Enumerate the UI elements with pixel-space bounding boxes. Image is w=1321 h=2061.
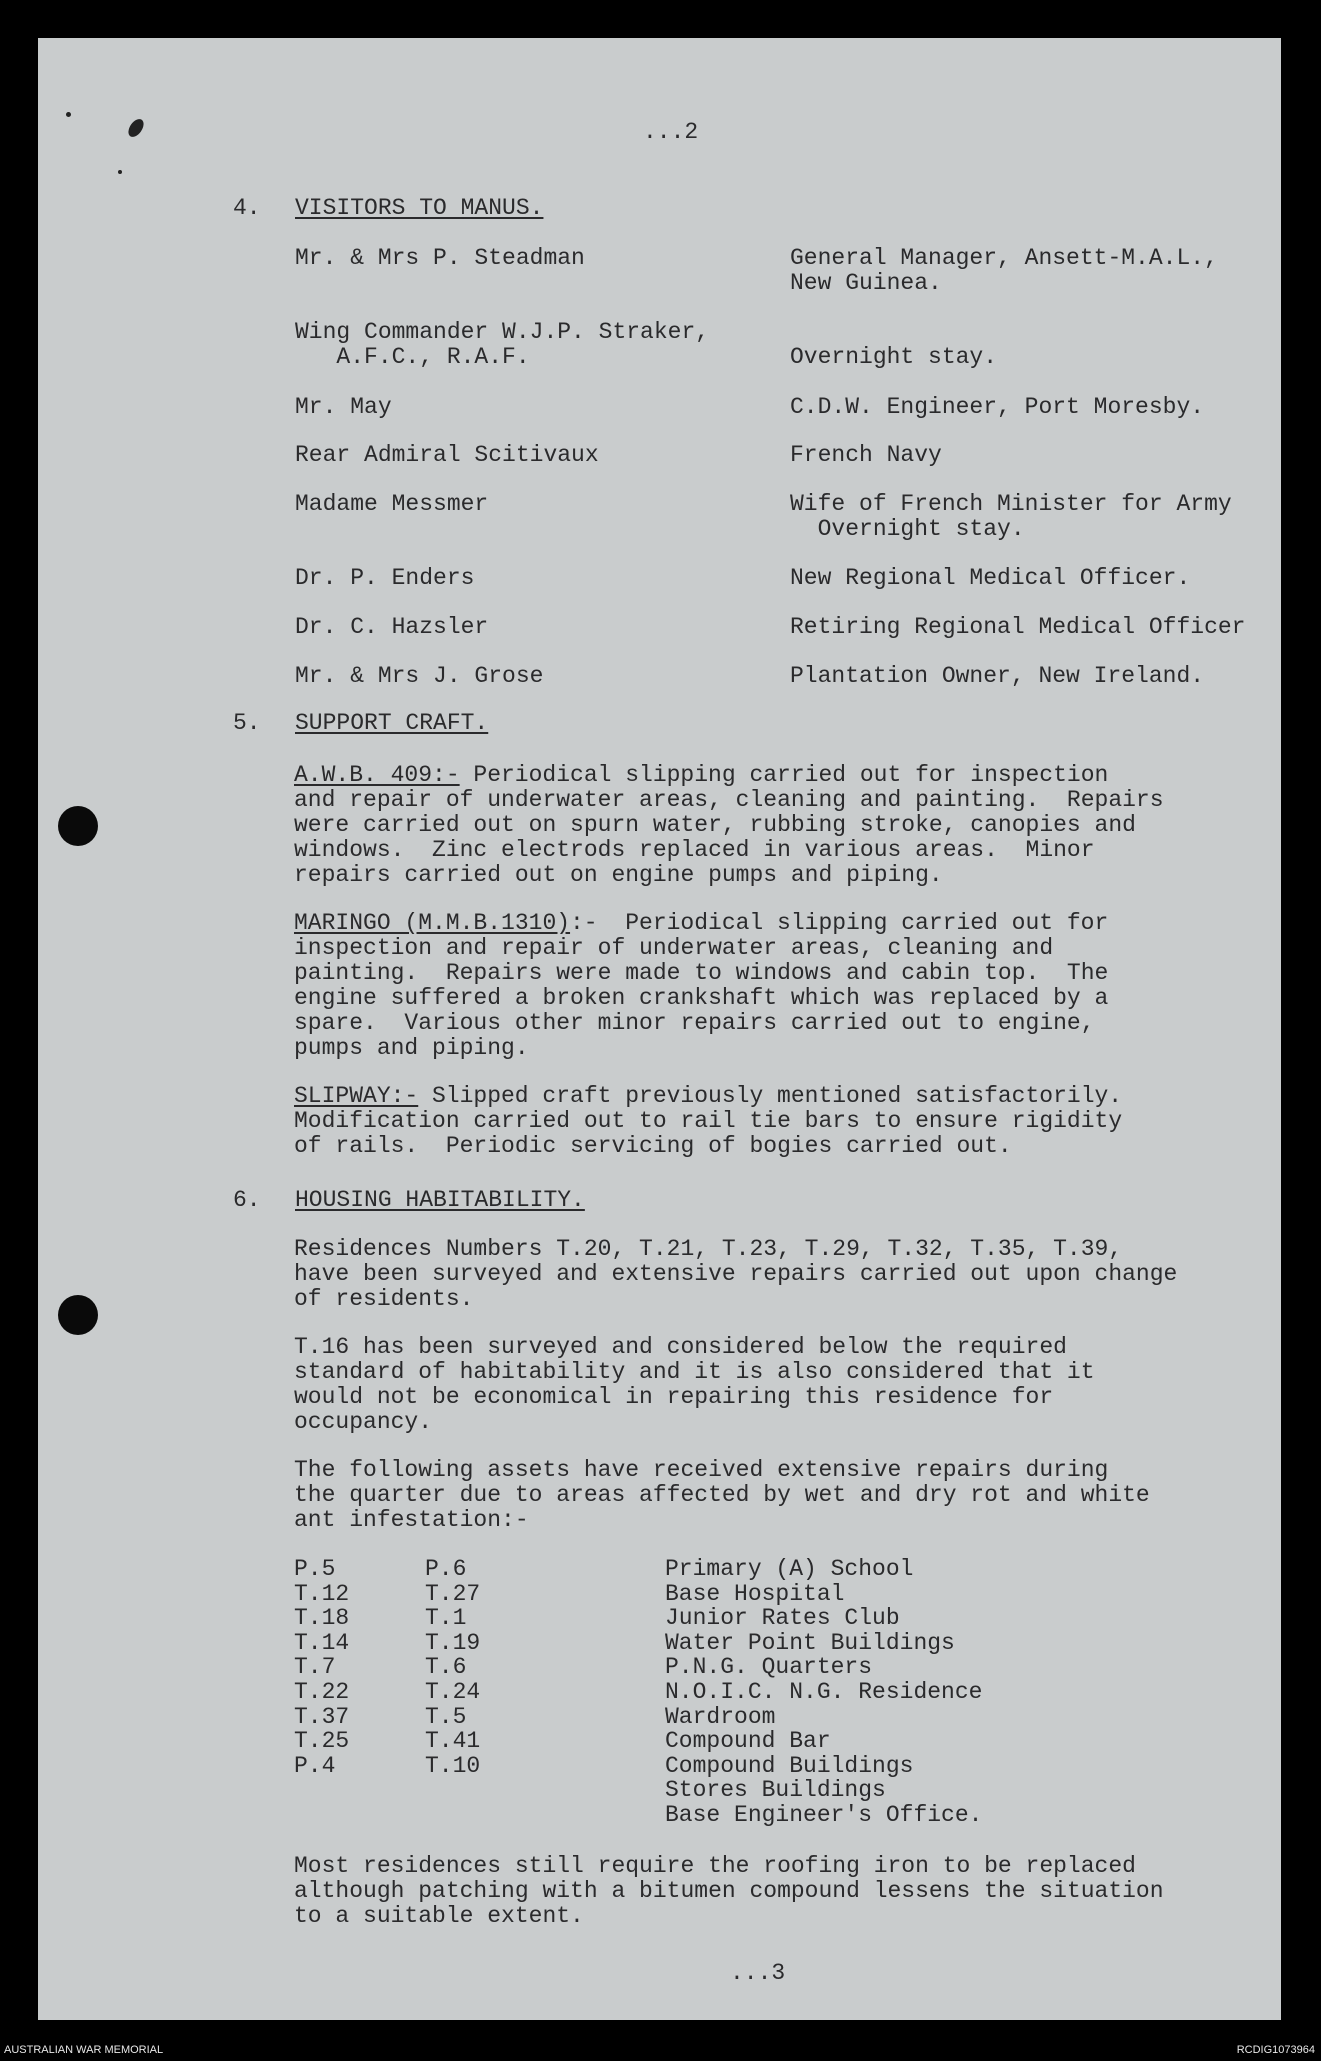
asset-code-col2: T.24 [425,1679,481,1705]
paragraph-line: Modification carried out to rail tie bars to ensure rigidity [294,1108,1123,1134]
asset-code-col1: T.12 [294,1580,350,1607]
paragraph-line: :- Periodical slipping carried out for [570,910,1109,936]
visitor-name: Mr. & Mrs J. Grose [295,663,544,689]
asset-code-col2: T.1 [425,1605,467,1632]
asset-code-col2: T.27 [425,1580,481,1607]
archive-id: RCDIG1073964 [1236,2044,1315,2056]
asset-code-col1: P.4 [294,1752,336,1779]
asset-code-col2: T.6 [425,1654,467,1681]
asset-code-col1: T.25 [294,1728,350,1755]
visitor-name: A.F.C., R.A.F. [295,344,530,370]
paragraph-line: standard of habitability and it is also considered that it [294,1359,1095,1385]
craft-label: MARINGO (M.M.B.1310) [294,910,571,936]
section-4-title: VISITORS TO MANUS. [295,195,544,221]
punch-hole-top [58,806,98,846]
asset-code-col1: T.22 [294,1679,350,1705]
visitor-name: Rear Admiral Scitivaux [295,442,599,468]
paragraph-line: Most residences still require the roofing iron to be replaced [294,1853,1136,1879]
section-5-number: 5. [233,710,261,736]
visitor-note: General Manager, Ansett-M.A.L., [790,245,1218,271]
visitor-note: Retiring Regional Medical Officer [790,614,1246,640]
paragraph-line: windows. Zinc electrods replaced in various areas. Minor [294,837,1095,863]
asset-name: Base Engineer's Office. [665,1802,983,1828]
craft-label: A.W.B. 409:- [294,762,460,788]
visitor-name: Dr. P. Enders [295,565,475,591]
asset-name: Primary (A) School [665,1556,914,1582]
visitor-note: New Guinea. [790,270,942,296]
document-page [38,38,1281,2020]
paragraph-line: Periodical slipping carried out for inspection [459,762,1109,788]
paragraph-line: occupancy. [294,1409,433,1435]
paragraph-line: T.16 has been surveyed and considered below the required [294,1334,1067,1360]
paragraph-line: painting. Repairs were made to windows and cabin top. The [294,960,1109,986]
visitor-note: C.D.W. Engineer, Port Moresby. [790,394,1205,420]
section-4-number: 4. [233,195,261,221]
craft-label: SLIPWAY:- [294,1083,419,1109]
paragraph-line: inspection and repair of underwater areas, cleaning and [294,935,1054,961]
paragraph-line: of residents. [294,1286,474,1312]
asset-name: N.O.I.C. N.G. Residence [665,1679,983,1705]
asset-name: Wardroom [665,1703,776,1730]
asset-code-col1: T.7 [294,1654,336,1681]
paragraph-line: ant infestation:- [294,1507,529,1533]
section-5-title: SUPPORT CRAFT. [295,710,489,736]
paragraph-line: the quarter due to areas affected by wet and dry rot and white [294,1482,1150,1508]
paragraph-line: were carried out on spurn water, rubbing stroke, canopies and [294,812,1136,838]
paragraph-line: engine suffered a broken crankshaft which was replaced by a [294,985,1109,1011]
asset-name: Water Point Buildings [665,1629,955,1656]
paragraph-line: although patching with a bitumen compound lessens the situation [294,1878,1164,1904]
paragraph-line: Slipped craft previously mentioned satisfactorily. [418,1083,1123,1109]
asset-name: Compound Buildings [665,1752,914,1779]
ink-speck [118,170,122,174]
visitor-note: Overnight stay. [790,516,1025,542]
section-6-title: HOUSING HABITABILITY. [295,1187,585,1213]
paragraph-line: and repair of underwater areas, cleaning and painting. Repairs [294,787,1164,813]
asset-name: Base Hospital [665,1580,845,1607]
asset-code-col2: T.10 [425,1752,481,1779]
visitor-note: Plantation Owner, New Ireland. [790,663,1205,689]
visitor-note: French Navy [790,442,942,468]
asset-code-col2: T.41 [425,1728,481,1755]
paragraph-line: The following assets have received extensive repairs during [294,1457,1109,1483]
asset-name: Stores Buildings [665,1777,886,1804]
page-ref-bottom: ...3 [730,1960,786,1986]
asset-code-col1: T.18 [294,1605,350,1632]
asset-code-col2: P.6 [425,1556,467,1582]
asset-code-col2: T.19 [425,1629,481,1656]
section-6-number: 6. [233,1187,261,1213]
asset-code-col1: P.5 [294,1556,336,1582]
asset-code-col1: T.14 [294,1629,350,1656]
visitor-name: Mr. May [295,394,392,420]
visitor-note: Wife of French Minister for Army [790,491,1232,517]
visitor-name: Mr. & Mrs P. Steadman [295,245,585,271]
page-ref-top: ...2 [643,119,699,145]
ink-blot [125,116,146,139]
archive-credit: AUSTRALIAN WAR MEMORIAL [4,2044,164,2056]
punch-hole-bottom [58,1295,98,1335]
ink-speck [66,112,71,117]
paragraph-line: repairs carried out on engine pumps and piping. [294,862,943,888]
asset-code-col2: T.5 [425,1703,467,1730]
paragraph-line: to a suitable extent. [294,1903,584,1929]
visitor-note: Overnight stay. [790,344,998,370]
visitor-name: Wing Commander W.J.P. Straker, [295,319,710,345]
visitor-name: Madame Messmer [295,491,489,517]
asset-code-col1: T.37 [294,1703,350,1730]
paragraph-line: have been surveyed and extensive repairs carried out upon change [294,1261,1178,1287]
paragraph-line: Residences Numbers T.20, T.21, T.23, T.29, T.32, T.35, T.39, [294,1236,1123,1262]
visitor-note: New Regional Medical Officer. [790,565,1191,591]
paragraph-line: spare. Various other minor repairs carried out to engine, [294,1010,1095,1036]
paragraph-line: would not be economical in repairing this residence for [294,1384,1054,1410]
paragraph-line: of rails. Periodic servicing of bogies carried out. [294,1133,1012,1159]
asset-name: P.N.G. Quarters [665,1654,873,1681]
asset-name: Compound Bar [665,1728,831,1755]
visitor-name: Dr. C. Hazsler [295,614,489,640]
paragraph-line: pumps and piping. [294,1035,529,1061]
asset-name: Junior Rates Club [665,1605,900,1632]
